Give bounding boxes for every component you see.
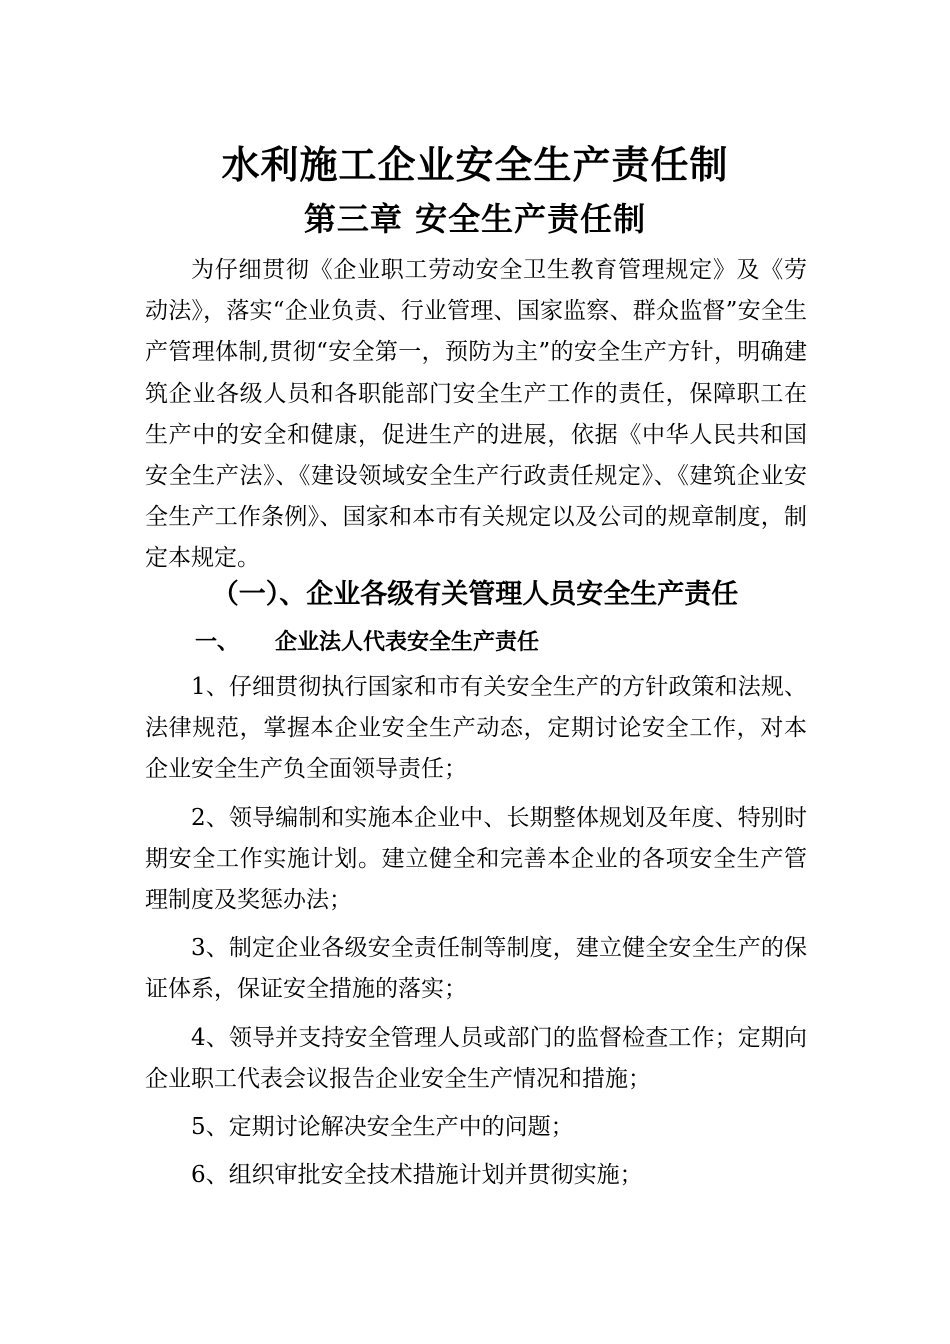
sub-heading-text: 企业法人代表安全生产责任 — [275, 630, 540, 655]
intro-paragraph: 为仔细贯彻《企业职工劳动安全卫生教育管理规定》及《劳动法》，落实“企业负责、行业管理、国家监察、群众监督”安全生产管理体制,贯彻“安全第一，预防为主”的安全生产方针，明确建筑企业各级人员和各职能部门安全生产工作的责任，保障职工在生产中的安全和健康，促进生产的进展，依据《中华人民共和国安全生产法》、《建设领域安全生产行政责任规定》、《建筑企业安全生产工作条例》、国家和本市有关规定以及公司的规章制度，制定本规定。 — [145, 257, 807, 572]
list-item: 4、领导并支持安全管理人员或部门的监督检查工作；定期向企业职工代表会议报告企业安全生产情况和措施； — [145, 1024, 807, 1092]
list-item: 3、制定企业各级安全责任制等制度，建立健全安全生产的保证体系，保证安全措施的落实； — [145, 935, 807, 1003]
list-item: 6、组织审批安全技术措施计划并贯彻实施； — [191, 1162, 643, 1189]
document-title: 水利施工企业安全生产责任制 — [221, 143, 729, 187]
chapter-heading: 第三章 安全生产责任制 — [303, 200, 647, 238]
list-item: 2、领导编制和实施本企业中、长期整体规划及年度、特别时期安全工作实施计划。建立健全和完善本企业的各项安全生产管理制度及奖惩办法； — [145, 804, 807, 914]
list-item: 1、仔细贯彻执行国家和市有关安全生产的方针政策和法规、法律规范，掌握本企业安全生产动态，定期讨论安全工作，对本企业安全生产负全面领导责任； — [145, 674, 807, 783]
section-heading: （一）、企业各级有关管理人员安全生产责任 — [211, 579, 739, 610]
responsibility-list — [145, 667, 807, 1203]
list-item: 5、定期讨论解决安全生产中的问题； — [191, 1114, 574, 1141]
sub-heading-number: 一、 — [195, 630, 240, 655]
sub-heading — [195, 623, 539, 663]
